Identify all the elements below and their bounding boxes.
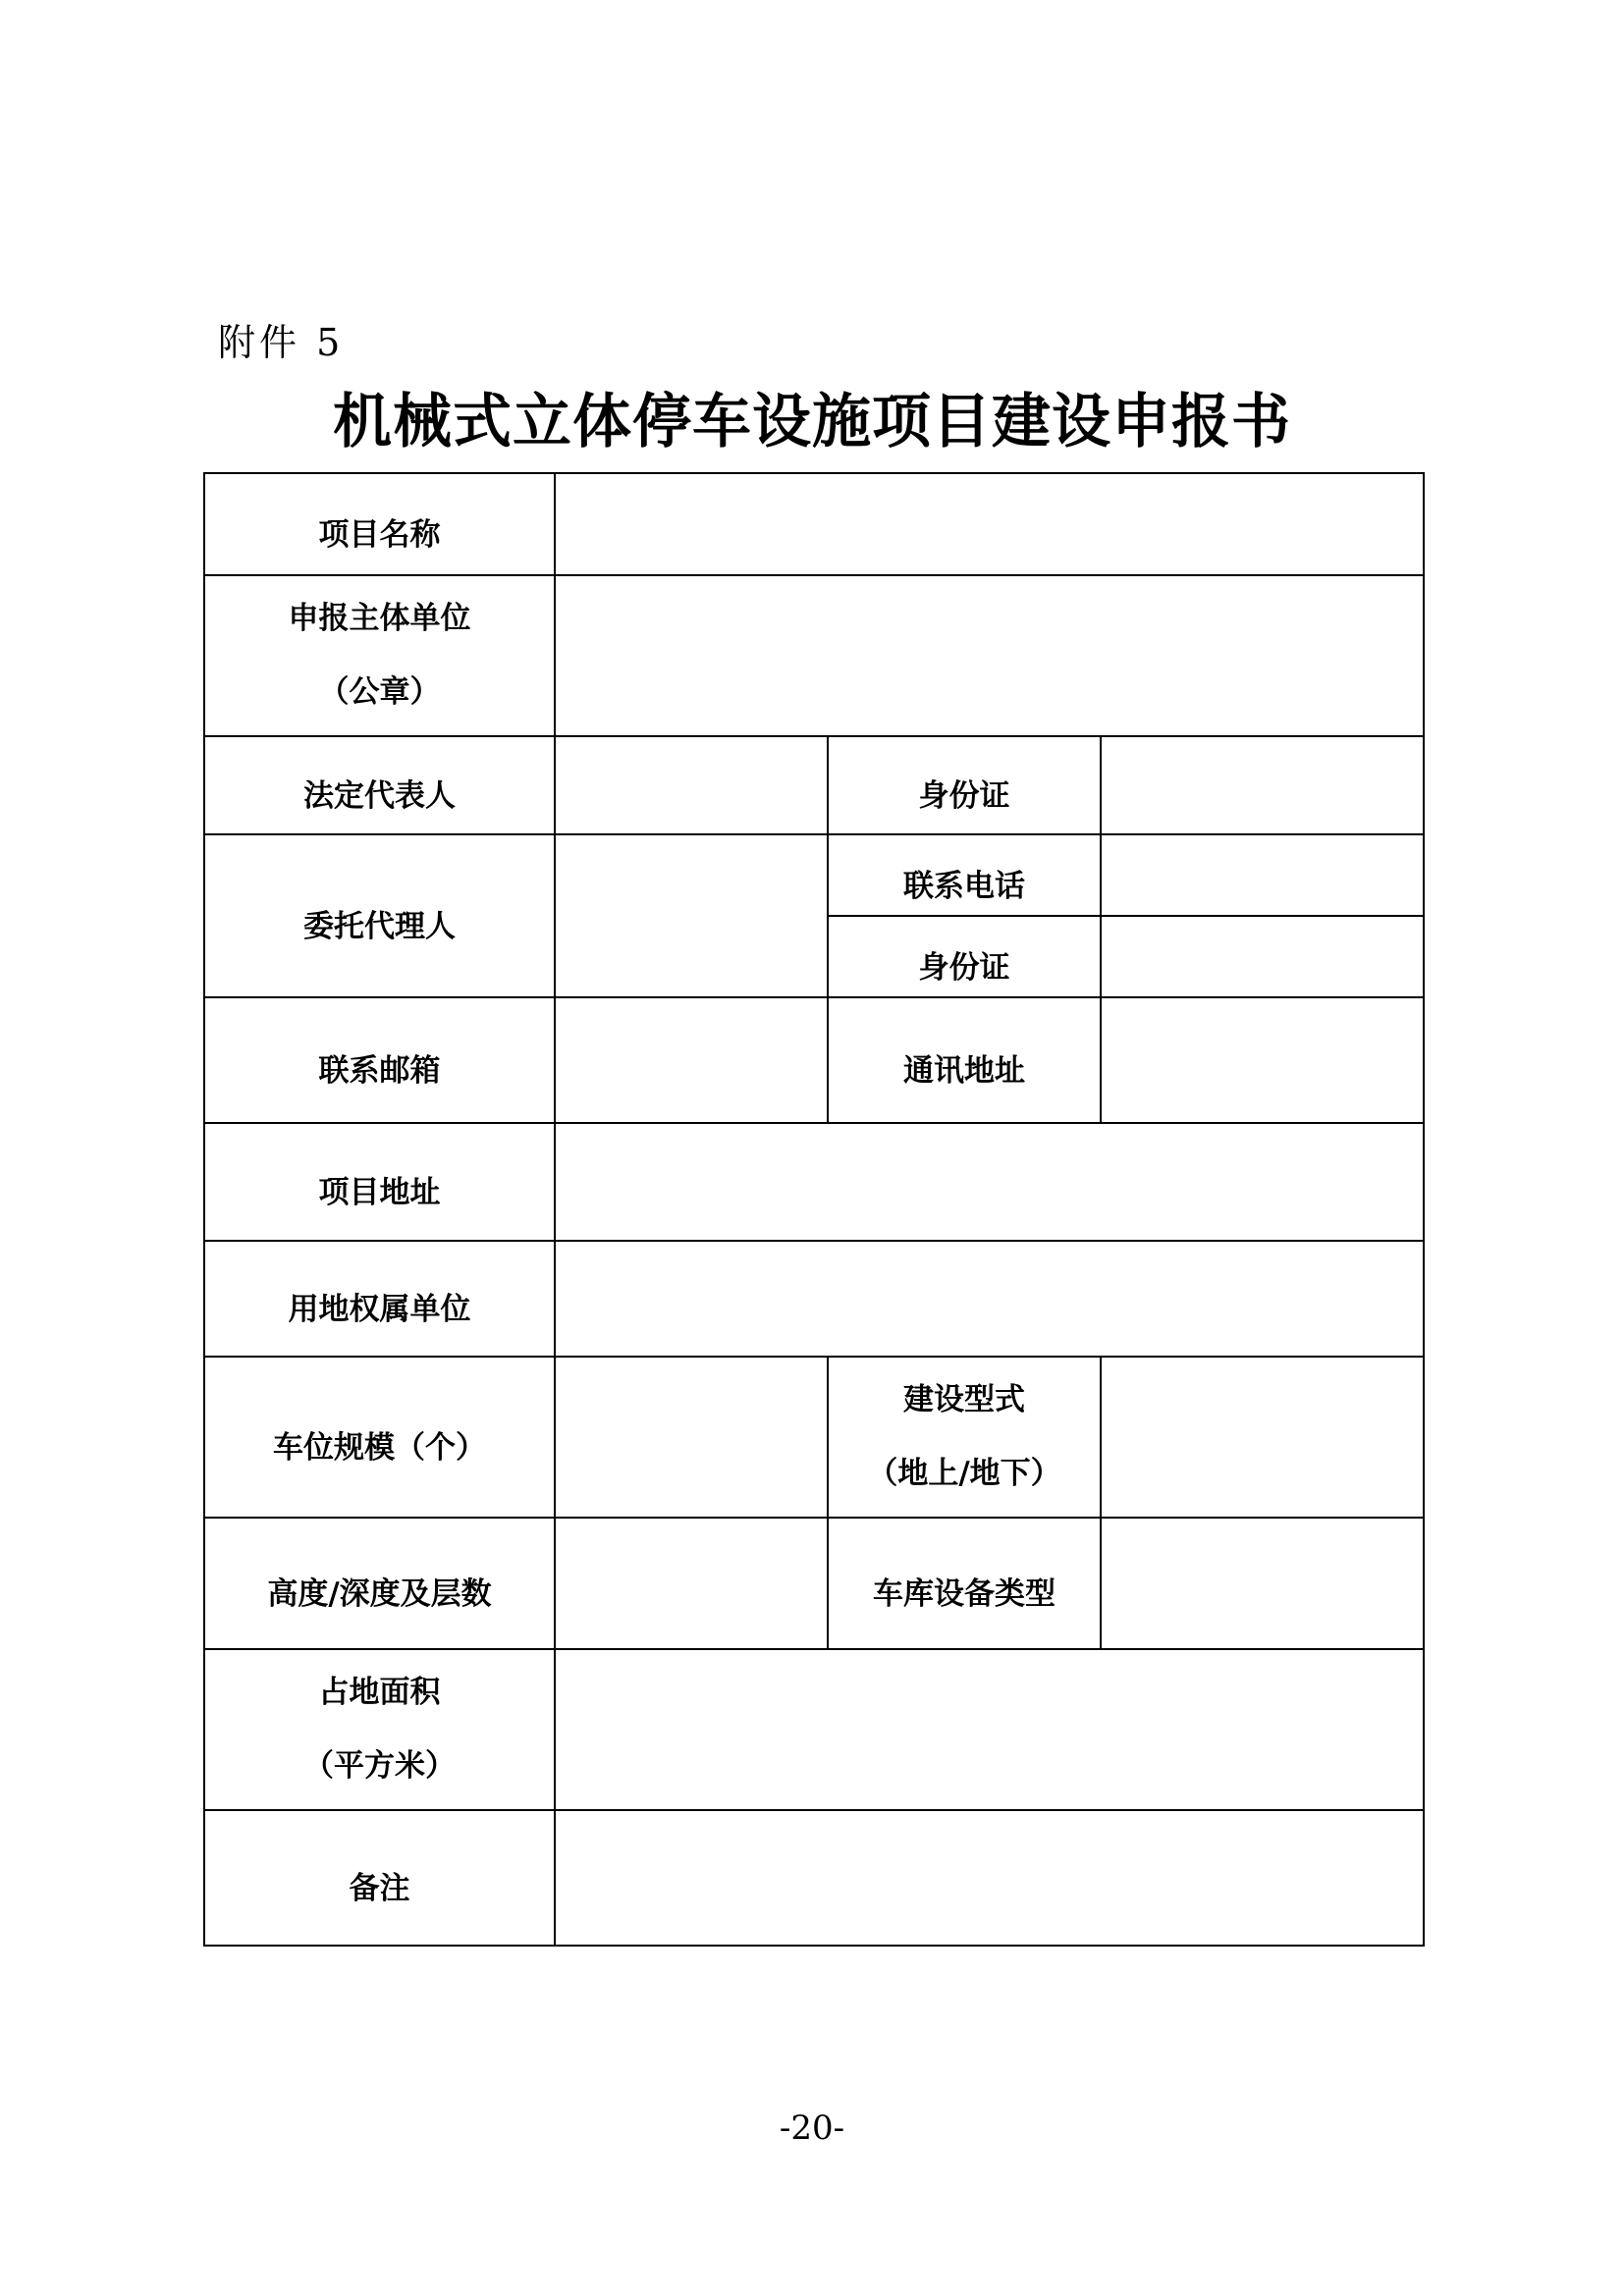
page-number: -20- [779,2109,845,2148]
row-remarks [204,1810,1424,1946]
label-project-address: 项目地址 [204,1123,555,1241]
field-contact-phone[interactable] [1101,834,1424,916]
application-form-table [203,472,1425,1947]
label-land-owner-unit: 用地权属单位 [204,1241,555,1357]
field-mailing-address[interactable] [1101,997,1424,1123]
row-floor-area [204,1649,1424,1810]
field-contact-email[interactable] [555,997,828,1123]
field-project-name[interactable] [555,473,1424,575]
construction-type-text: 建设型式 [903,1381,1025,1417]
label-mailing-address: 通讯地址 [828,997,1101,1123]
label-project-name: 项目名称 [204,473,555,575]
row-height-equipment [204,1518,1424,1649]
label-height-depth-floors: 高度/深度及层数 [204,1518,555,1649]
label-construction-type [828,1357,1101,1518]
field-agent[interactable] [555,834,828,997]
label-applicant-unit [204,575,555,736]
label-agent: 委托代理人 [204,834,555,997]
label-contact-phone: 联系电话 [828,834,1101,916]
field-legal-representative[interactable] [555,736,828,834]
field-height-depth-floors[interactable] [555,1518,828,1649]
floor-area-unit-text: （平方米） [303,1748,456,1784]
row-email-address [204,997,1424,1123]
label-floor-area [204,1649,555,1810]
floor-area-text: 占地面积 [318,1674,441,1710]
applicant-seal-text: （公章） [318,674,441,710]
label-legal-representative: 法定代表人 [204,736,555,834]
label-contact-email: 联系邮箱 [204,997,555,1123]
row-project-name [204,473,1424,575]
field-id-card-2[interactable] [1101,916,1424,997]
field-garage-equipment-type[interactable] [1101,1518,1424,1649]
row-project-address [204,1123,1424,1241]
document-title: 机械式立体停车设施项目建设申报书 [333,388,1291,456]
field-applicant-unit[interactable] [555,575,1424,736]
row-land-owner [204,1241,1424,1357]
field-floor-area[interactable] [555,1649,1424,1810]
label-id-card-2: 身份证 [828,916,1101,997]
label-parking-scale: 车位规模（个） [204,1357,555,1518]
field-parking-scale[interactable] [555,1357,828,1518]
attachment-label: 附件 5 [218,321,345,364]
label-remarks: 备注 [204,1810,555,1946]
field-construction-type[interactable] [1101,1357,1424,1518]
row-applicant-unit [204,575,1424,736]
field-remarks[interactable] [555,1810,1424,1946]
row-agent-phone [204,834,1424,916]
label-id-card-1: 身份证 [828,736,1101,834]
field-id-card-1[interactable] [1101,736,1424,834]
applicant-unit-text: 申报主体单位 [288,600,471,636]
construction-type-sub-text: （地上/地下） [867,1456,1061,1491]
label-garage-equipment-type: 车库设备类型 [828,1518,1101,1649]
field-land-owner-unit[interactable] [555,1241,1424,1357]
row-parking-scale [204,1357,1424,1518]
row-legal-representative [204,736,1424,834]
field-project-address[interactable] [555,1123,1424,1241]
